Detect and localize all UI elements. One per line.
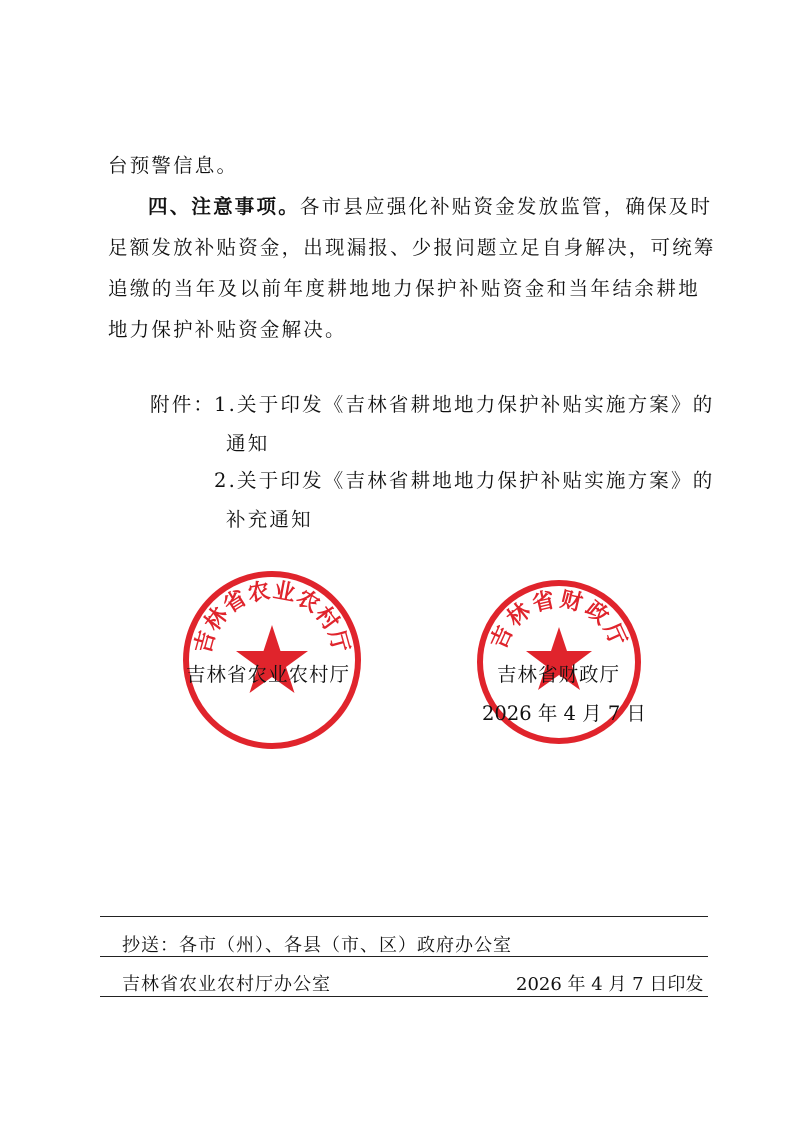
footer-rule-top xyxy=(100,916,708,917)
attachment-1-line-2: 通知 xyxy=(226,432,270,455)
body-line-4: 追缴的当年及以前年度耕地地力保护补贴资金和当年结余耕地 xyxy=(108,277,700,300)
attachments-label: 附件： xyxy=(150,393,216,416)
seal-left-text: 吉林省农业农村厅 xyxy=(190,578,354,657)
footer-issuer: 吉林省农业农村厅办公室 xyxy=(122,974,331,995)
section-heading: 四、注意事项。 xyxy=(148,195,300,218)
body-line-1: 台预警信息。 xyxy=(108,154,239,177)
signature-date: 2026 年 4 月 7 日 xyxy=(482,702,646,725)
body-line-2 xyxy=(148,191,713,219)
footer-cc: 抄送：各市（州）、各县（市、区）政府办公室 xyxy=(122,935,512,956)
signature-left-org: 吉林省农业农村厅 xyxy=(186,663,351,686)
section-text: 各市县应强化补贴资金发放监管，确保及时 xyxy=(299,195,713,218)
body-line-3: 足额发放补贴资金，出现漏报、少报问题立足自身解决，可统筹 xyxy=(108,236,716,259)
attachment-2-line-2: 补充通知 xyxy=(226,508,313,531)
body-line-5: 地力保护补贴资金解决。 xyxy=(108,318,347,341)
attachment-1-line-1: 1.关于印发《吉林省耕地地力保护补贴实施方案》的 xyxy=(214,393,715,416)
footer-rule-bottom xyxy=(100,996,708,997)
attachment-2-line-1: 2.关于印发《吉林省耕地地力保护补贴实施方案》的 xyxy=(214,469,715,492)
footer-issue-date: 2026 年 4 月 7 日印发 xyxy=(516,974,704,995)
footer-rule-middle xyxy=(100,956,708,957)
seal-right-text: 吉林省财政厅 xyxy=(486,587,632,653)
signature-right-org: 吉林省财政厅 xyxy=(497,663,621,686)
